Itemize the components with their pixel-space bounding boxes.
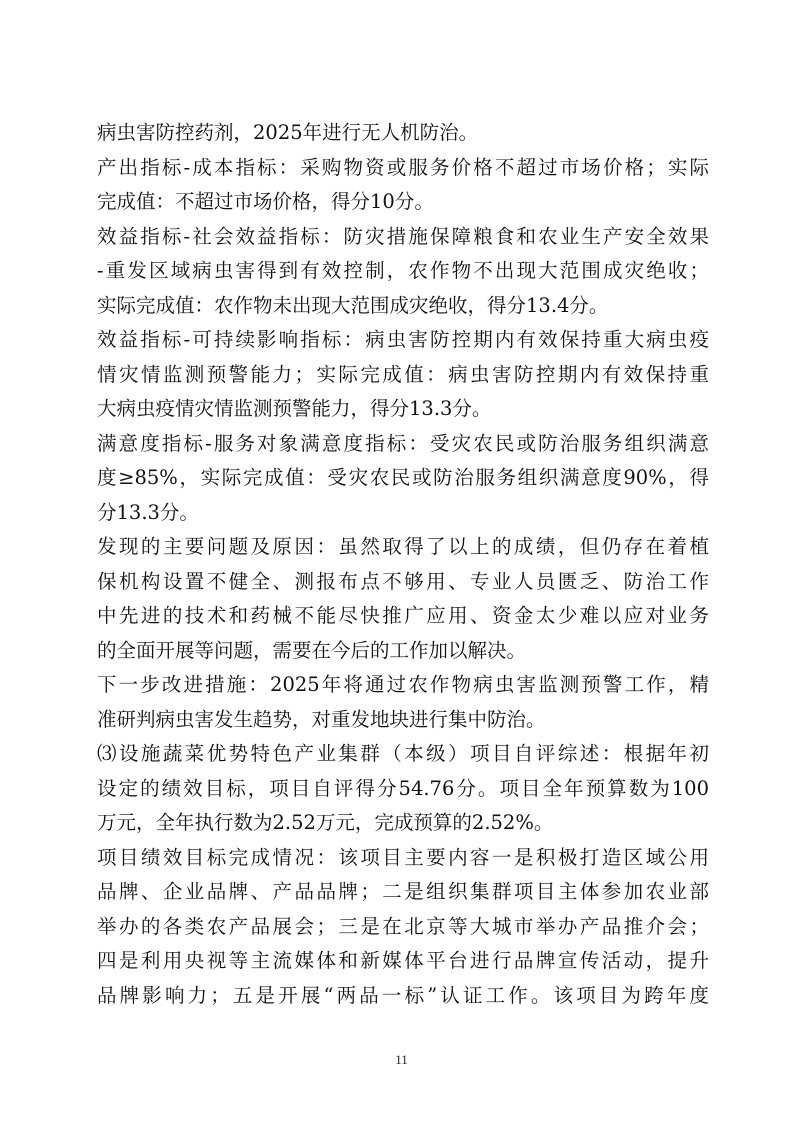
text-line: 实际完成值：农作物未出现大范围成灾绝收，得分13.4分。 xyxy=(97,293,609,317)
text-line: 满意度指标-服务对象满意度指标：受灾农民或防治服务组织满意 xyxy=(97,431,709,455)
text-line: 发现的主要问题及原因：虽然取得了以上的成绩，但仍存在着植 xyxy=(97,535,709,558)
text-line: 效益指标-社会效益指标：防灾措施保障粮食和农业生产安全效果 xyxy=(97,224,709,248)
text-line: 四是利用央视等主流媒体和新媒体平台进行品牌宣传活动，提升 xyxy=(97,949,709,972)
text-line: 分13.3分。 xyxy=(97,500,199,524)
document-body xyxy=(97,116,709,1013)
text-line: 下一步改进措施：2025年将通过农作物病虫害监测预警工作，精 xyxy=(97,673,709,696)
text-line: 项目绩效目标完成情况：该项目主要内容一是积极打造区域公用 xyxy=(97,845,709,869)
text-line: ⑶设施蔬菜优势特色产业集群（本级）项目自评综述：根据年初 xyxy=(97,742,709,765)
text-line: 准研判病虫害发生趋势，对重发地块进行集中防治。 xyxy=(97,707,546,731)
text-line: 效益指标-可持续影响指标：病虫害防控期内有效保持重大病虫疫 xyxy=(97,328,709,351)
text-line: 大病虫疫情灾情监测预警能力，得分13.3分。 xyxy=(97,397,492,420)
text-line: 情灾情监测预警能力；实际完成值：病虫害防控期内有效保持重 xyxy=(97,362,709,386)
page-number: 11 xyxy=(395,1052,408,1067)
text-line: 万元，全年执行数为2.52万元，完成预算的2.52%。 xyxy=(97,811,554,834)
text-line: 度≥85%，实际完成值：受灾农民或防治服务组织满意度90%，得 xyxy=(97,466,709,489)
text-line: 举办的各类农产品展会；三是在北京等大城市举办产品推介会； xyxy=(97,914,709,938)
text-line: -重发区域病虫害得到有效控制，农作物不出现大范围成灾绝收； xyxy=(97,259,709,282)
text-line: 病虫害防控药剂，2025年进行无人机防治。 xyxy=(97,121,479,144)
text-line: 的全面开展等问题，需要在今后的工作加以解决。 xyxy=(97,638,527,662)
text-line: 完成值：不超过市场价格，得分10分。 xyxy=(97,190,434,213)
text-line: 品牌、企业品牌、产品品牌；二是组织集群项目主体参加农业部 xyxy=(97,880,709,903)
text-line: 中先进的技术和药械不能尽快推广应用、资金太少难以应对业务 xyxy=(97,604,709,627)
text-line: 产出指标-成本指标：采购物资或服务价格不超过市场价格；实际 xyxy=(97,155,709,179)
text-line: 保机构设置不健全、测报布点不够用、专业人员匮乏、防治工作 xyxy=(97,569,709,593)
text-line: 设定的绩效目标，项目自评得分54.76分。项目全年预算数为100 xyxy=(97,776,709,800)
text-line: 品牌影响力；五是开展“两品一标”认证工作。该项目为跨年度 xyxy=(97,983,709,1007)
